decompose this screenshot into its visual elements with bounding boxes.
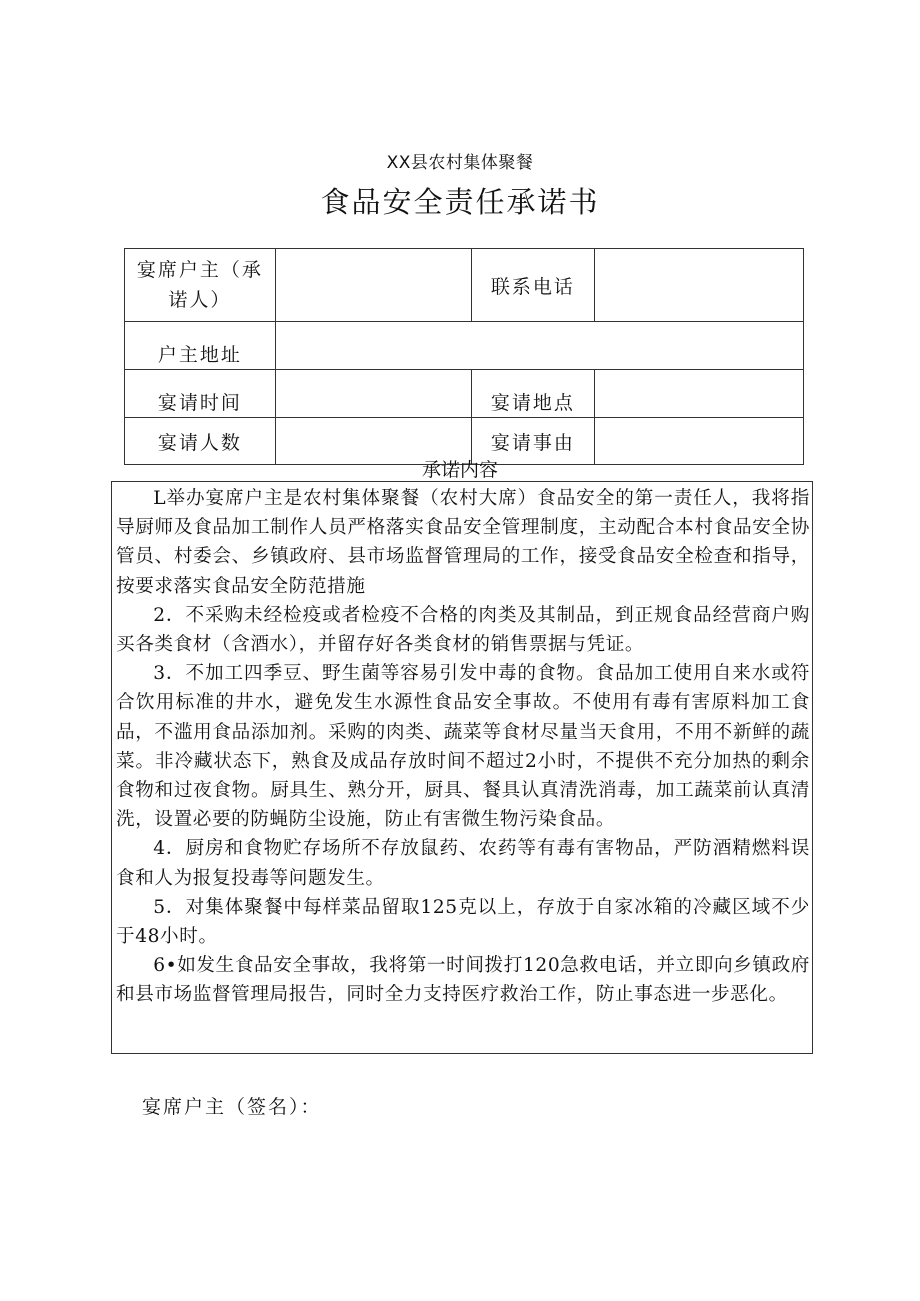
address-label: 户主地址 xyxy=(125,322,276,370)
address-field[interactable] xyxy=(275,322,803,370)
place-label: 宴请地点 xyxy=(471,370,595,418)
info-row-host xyxy=(125,249,804,322)
commitment-item: 2．不采购未经检疫或者检疫不合格的肉类及其制品，到正规食品经营商户购买各类食材（含酒水），并留存好各类食材的销售票据与凭证。 xyxy=(116,604,810,656)
document-subtitle: XX县农村集体聚餐 xyxy=(386,153,534,173)
commitment-item: 5．对集体聚餐中每样菜品留取125克以上，存放于自家冰箱的冷藏区域不少于48小时。 xyxy=(116,896,810,948)
time-field[interactable] xyxy=(275,370,471,418)
time-label: 宴请时间 xyxy=(125,370,276,418)
info-row-address xyxy=(125,322,804,370)
reason-label: 宴请事由 xyxy=(471,418,595,465)
commitment-heading: 承诺内容 xyxy=(421,459,498,481)
signature-label: 宴席户主（签名）： xyxy=(142,1096,322,1118)
info-row-time-place xyxy=(125,370,804,418)
host-field[interactable] xyxy=(275,249,471,322)
commitment-item: 6•如发生食品安全事故，我将第一时间拨打120急救电话，并立即向乡镇政府和县市场监督管理局报告，同时全力支持医疗救治工作，防止事态进一步恶化。 xyxy=(116,955,810,1006)
phone-field[interactable] xyxy=(595,249,804,322)
document-title: 食品安全责任承诺书 xyxy=(320,185,600,219)
place-field[interactable] xyxy=(595,370,804,418)
guests-label: 宴请人数 xyxy=(125,418,276,465)
info-table xyxy=(124,248,804,465)
commitment-item: 3．不加工四季豆、野生菌等容易引发中毒的食物。食品加工使用自来水或符合饮用标准的井水，避免发生水源性食品安全事故。不使用有毒有害原料加工食品，不滥用食品添加剂。采购的肉类、蔬菜等食材尽量当天食用，不用不新鲜的蔬菜。非冷藏状态下，熟食及成品存放时间不超过2小时，不提供不充分加热的剩余食物和过夜食物。厨具生、熟分开，厨具、餐具认真清洗消毒，加工蔬菜前认真清洗，设置必要的防蝇防尘设施，防止有害微生物污染食品。 xyxy=(116,663,810,831)
commitment-item: 4．厨房和食物贮存场所不存放鼠药、农药等有毒有害物品，严防酒精燃料误食和人为报复投毒等问题发生。 xyxy=(116,838,810,889)
commitment-item: L举办宴席户主是农村集体聚餐（农村大席）食品安全的第一责任人，我将指导厨师及食品加工制作人员严格落实食品安全管理制度，主动配合本村食品安全协管员、村委会、乡镇政府、县市场监督管理局的工作，接受食品安全检查和指导，按要求落实食品安全防范措施 xyxy=(116,488,810,597)
phone-label: 联系电话 xyxy=(471,249,595,322)
host-label: 宴席户主（承诺人） xyxy=(125,249,276,322)
commitment-box xyxy=(111,481,813,1054)
